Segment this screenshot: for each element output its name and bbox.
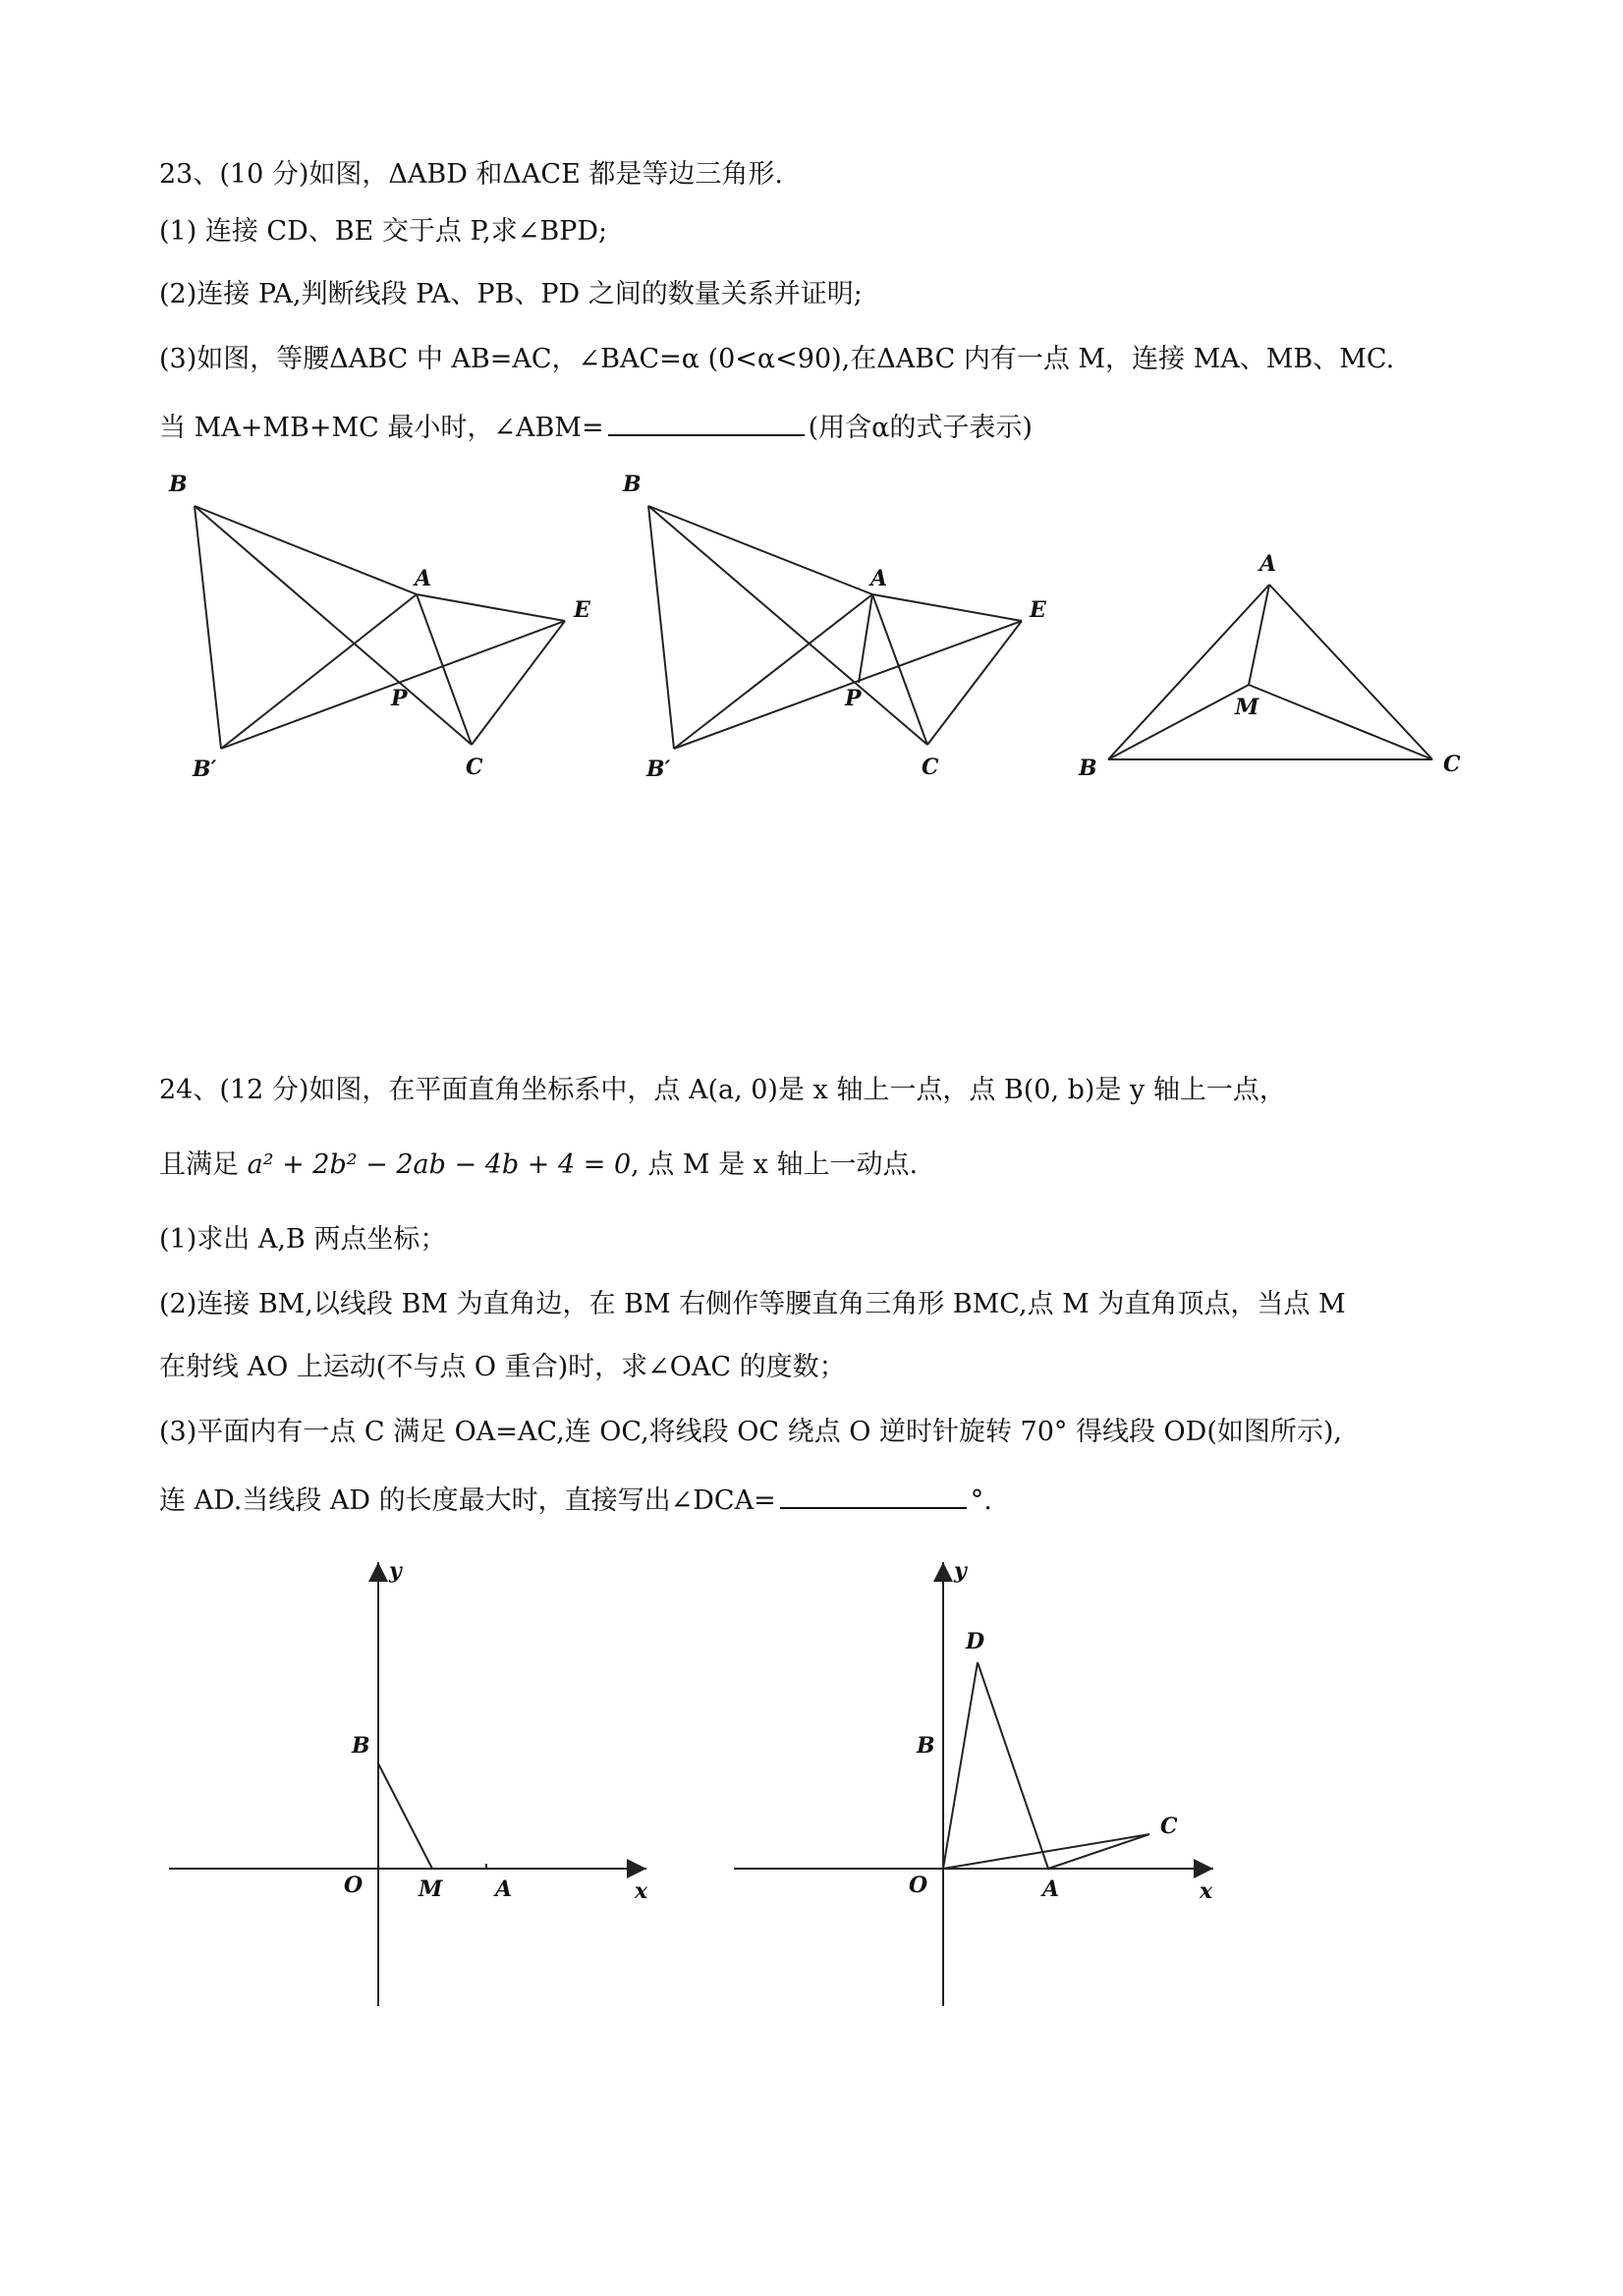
fig5-label-y: y bbox=[954, 1558, 967, 1584]
fig5-label-o: O bbox=[909, 1873, 928, 1898]
q24-line-7-start: 连 AD.当线段 AD 的长度最大时，直接写出∠DCA= bbox=[159, 1485, 776, 1516]
fig2-label-c: C bbox=[922, 755, 939, 780]
q23-line-4: (3)如图，等腰ΔABC 中 AB=AC，∠BAC=α (0<α<90),在ΔABC 内有一点 M，连接 MA、MB、MC. bbox=[159, 344, 1395, 374]
fig4-label-x: x bbox=[635, 1878, 648, 1904]
answer-blank-dca[interactable] bbox=[780, 1478, 967, 1509]
q23-figure-1 bbox=[157, 462, 609, 786]
q24-line-4: (2)连接 BM,以线段 BM 为直角边，在 BM 右侧作等腰直角三角形 BMC,点 M 为直角顶点，当点 M bbox=[159, 1289, 1346, 1319]
fig2-label-p: P bbox=[845, 686, 862, 711]
q24-line-6: (3)平面内有一点 C 满足 OA=AC,连 OC,将线段 OC 绕点 O 逆时针旋转 70° 得线段 OD(如图所示), bbox=[159, 1417, 1342, 1447]
q23-line-5-start: 当 MA+MB+MC 最小时，∠ABM= bbox=[159, 413, 604, 443]
fig1-label-c: C bbox=[466, 755, 483, 780]
fig3-label-m: M bbox=[1235, 695, 1259, 720]
q23-figure-2 bbox=[611, 462, 1063, 786]
q24-figure-1 bbox=[157, 1552, 668, 2014]
q24-line-5: 在射线 AO 上运动(不与点 O 重合)时，求∠OAC 的度数； bbox=[159, 1352, 846, 1382]
q24-line-7-end: °. bbox=[970, 1485, 992, 1516]
q24-line-3: (1)求出 A,B 两点坐标； bbox=[159, 1224, 447, 1255]
fig4-label-a: A bbox=[495, 1876, 513, 1902]
q23-line-3: (2)连接 PA,判断线段 PA、PB、PD 之间的数量关系并证明; bbox=[159, 279, 863, 309]
q23-line-5 bbox=[159, 405, 1033, 446]
fig1-label-b: B bbox=[169, 472, 188, 497]
answer-blank-abm[interactable] bbox=[608, 405, 805, 436]
q23-line-2: (1) 连接 CD、BE 交于点 P,求∠BPD; bbox=[159, 216, 608, 247]
fig3-label-a: A bbox=[1259, 551, 1277, 577]
fig3-label-b: B bbox=[1079, 756, 1097, 781]
fig2-label-e: E bbox=[1030, 597, 1046, 623]
fig1-label-a: A bbox=[415, 566, 432, 591]
q23-line-1: 23、(10 分)如图，ΔABD 和ΔACE 都是等边三角形. bbox=[159, 159, 783, 190]
fig5-label-b: B bbox=[917, 1733, 935, 1759]
fig1-label-b-prime: B′ bbox=[193, 756, 217, 782]
fig1-label-e: E bbox=[574, 597, 590, 623]
q24-line-1: 24、(12 分)如图，在平面直角坐标系中，点 A(a, 0)是 x 轴上一点，点 B(0, b)是 y 轴上一点， bbox=[159, 1075, 1286, 1105]
q24-figure-2 bbox=[722, 1552, 1233, 2014]
fig4-label-y: y bbox=[389, 1558, 402, 1584]
q24-line-2-end: , 点 M 是 x 轴上一动点. bbox=[631, 1149, 919, 1180]
fig4-label-o: O bbox=[344, 1873, 364, 1898]
fig5-label-c: C bbox=[1160, 1814, 1178, 1839]
fig2-label-b-prime: B′ bbox=[646, 756, 671, 782]
fig5-label-d: D bbox=[966, 1629, 985, 1654]
q23-figure-3 bbox=[1066, 535, 1488, 791]
fig2-label-b: B bbox=[623, 472, 642, 497]
q24-line-2-start: 且满足 bbox=[159, 1149, 239, 1180]
q24-equation: a² + 2b² − 2ab − 4b + 4 = 0 bbox=[247, 1149, 632, 1180]
fig1-label-p: P bbox=[391, 686, 408, 711]
q24-line-7 bbox=[159, 1478, 992, 1519]
fig3-label-c: C bbox=[1443, 752, 1461, 777]
q24-line-2 bbox=[159, 1148, 918, 1183]
fig2-label-a: A bbox=[870, 566, 888, 591]
fig4-label-m: M bbox=[419, 1876, 443, 1902]
q23-line-5-end: (用含α的式子表示) bbox=[808, 413, 1033, 443]
fig4-label-b: B bbox=[352, 1733, 370, 1759]
fig5-label-a: A bbox=[1042, 1876, 1060, 1902]
fig5-label-x: x bbox=[1200, 1878, 1213, 1904]
